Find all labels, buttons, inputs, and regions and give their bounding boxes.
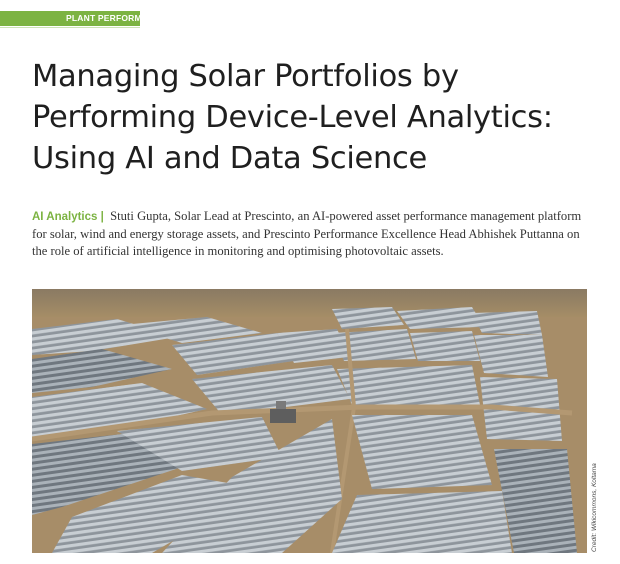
intro-text: Stuti Gupta, Solar Lead at Prescinto, an AI-powered asset performance management platform for solar, wind and energy storage assets, and Prescinto Performance Excellence Head Abhishek Puttanna on the role of artificial intelligence in monitoring and optimising photovoltaic assets. xyxy=(32,209,582,258)
article-intro xyxy=(32,208,592,260)
category-kicker: AI Analytics | xyxy=(32,211,104,223)
solar-field-photo xyxy=(32,289,587,553)
solar-field-illustration xyxy=(32,289,587,553)
photo-credit: Credit: Wikicommons, Koltama xyxy=(591,463,598,552)
section-divider xyxy=(0,27,140,28)
article-title: Managing Solar Portfolios by Performing Device-Level Analytics: Using AI and Data Science xyxy=(32,59,553,176)
section-label: PLANT PERFORMANCE xyxy=(0,11,140,26)
